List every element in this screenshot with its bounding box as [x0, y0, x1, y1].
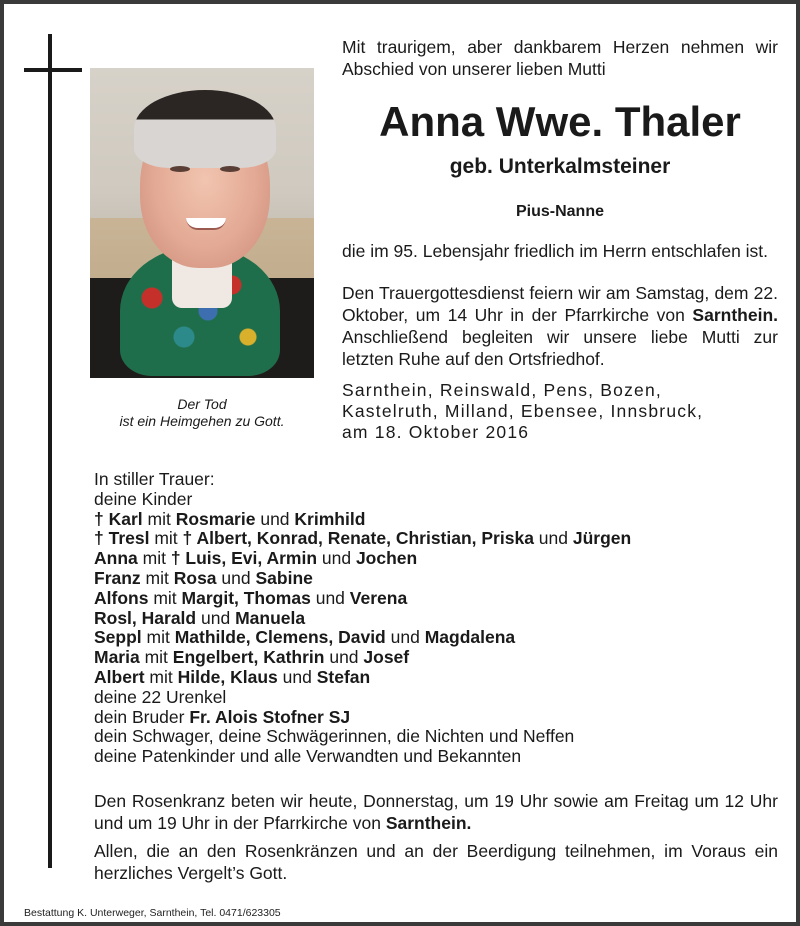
mourners-line: Alfons mit Margit, Thomas und Verena: [94, 587, 408, 608]
mourners-line: Seppl mit Mathilde, Clemens, David und Magdalena: [94, 627, 516, 648]
portrait-photo: [90, 68, 314, 378]
photo-caption: [90, 396, 314, 430]
thanks-text: Allen, die an den Rosenkränzen und an der Beerdigung teilnehmen, im Voraus ein herzliches Vergelt’s Gott.: [94, 841, 778, 883]
caption-line: Der Tod: [177, 396, 227, 412]
mourners-heading: In stiller Trauer:: [94, 469, 215, 489]
mourners-line: Maria mit Engelbert, Kathrin und Josef: [94, 647, 410, 668]
funeral-service: Den Trauergottesdienst feiern wir am Samstag, dem 22. Oktober, um 14 Uhr in der Pfarrkirche von Sarnthein. Anschließend begleiten wir unsere liebe Mutti zur letzten Ruhe auf den Ortsfriedhof.: [342, 283, 778, 369]
mourners-line: Rosl, Harald und Manuela: [94, 607, 306, 628]
caption-line: ist ein Heimgehen zu Gott.: [119, 413, 285, 429]
mourners-line: deine 22 Urenkel: [94, 686, 227, 707]
mourners-list: [94, 470, 784, 767]
death-notice: die im 95. Lebensjahr friedlich im Herrn entschlafen ist.: [342, 241, 769, 261]
cross-horizontal: [24, 68, 82, 72]
mourners-line: † Tresl mit † Albert, Konrad, Renate, Christian, Priska und Jürgen: [94, 528, 632, 549]
mourners-line: † Karl mit Rosmarie und Krimhild: [94, 508, 366, 529]
mourners-line: Franz mit Rosa und Sabine: [94, 567, 313, 588]
mourners-line: Anna mit † Luis, Evi, Armin und Jochen: [94, 548, 418, 569]
mourners-line: deine Patenkinder und alle Verwandten und Bekannten: [94, 746, 522, 767]
intro-text: Mit traurigem, aber dankbarem Herzen nehmen wir Abschied von unserer lieben Mutti: [342, 37, 778, 79]
places-line: Kastelruth, Milland, Ebensee, Innsbruck,: [342, 401, 704, 421]
places-line: Sarnthein, Reinswald, Pens, Bozen,: [342, 380, 662, 400]
date-line: am 18. Oktober 2016: [342, 422, 530, 442]
funeral-home-footer: Bestattung K. Unterweger, Sarnthein, Tel. 0471/623305: [24, 907, 281, 919]
cross-vertical: [48, 34, 52, 868]
birth-name: geb. Unterkalmsteiner: [449, 155, 671, 178]
deceased-name: Anna Wwe. Thaler: [379, 98, 741, 145]
mourners-line: dein Bruder Fr. Alois Stofner SJ: [94, 706, 351, 727]
mourners-line: deine Kinder: [94, 488, 193, 509]
mourners-line: Albert mit Hilde, Klaus und Stefan: [94, 666, 371, 687]
mourners-line: dein Schwager, deine Schwägerinnen, die Nichten und Neffen: [94, 726, 575, 747]
nickname: Pius-Nanne: [515, 203, 604, 220]
places-and-date: [342, 380, 778, 443]
rosary-notice: Den Rosenkranz beten wir heute, Donnerstag, um 19 Uhr sowie am Freitag um 12 Uhr und um 19 Uhr in der Pfarrkirche von Sarnthein.: [94, 791, 778, 833]
